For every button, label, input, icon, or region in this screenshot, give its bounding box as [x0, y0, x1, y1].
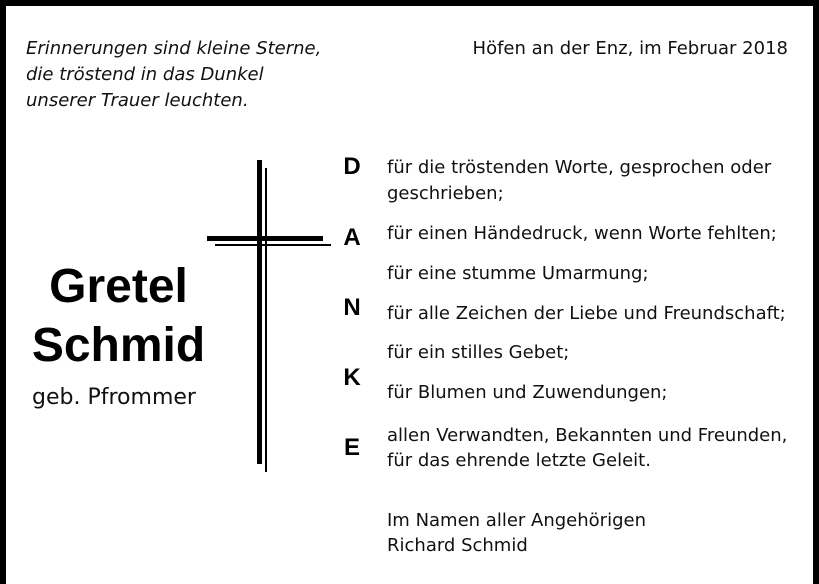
thanks-line: für die tröstenden Worte, gesprochen oder — [387, 157, 772, 178]
thanks-line: geschrieben; — [387, 183, 504, 204]
danke-letter: E — [343, 434, 360, 461]
thanks-line: für Blumen und Zuwendungen; — [387, 382, 668, 403]
quote-line: Erinnerungen sind kleine Sterne, — [26, 38, 322, 59]
signature-line: Im Namen aller Angehörigen — [387, 510, 646, 531]
thanks-line: allen Verwandten, Bekannten und Freunden, — [387, 425, 788, 446]
signature-name: Richard Schmid — [387, 535, 528, 556]
thanks-line: für das ehrende letzte Geleit. — [387, 450, 651, 471]
last-name: Schmid — [31, 319, 206, 372]
quote-line: unserer Trauer leuchten. — [26, 90, 249, 111]
cross-horizontal-shadow — [215, 244, 331, 246]
obituary-card — [6, 6, 813, 584]
cross-vertical-bar — [257, 160, 262, 464]
thanks-line: für eine stumme Umarmung; — [387, 263, 649, 284]
thanks-line: für alle Zeichen der Liebe und Freundschaft; — [387, 303, 786, 324]
danke-letter: A — [343, 224, 361, 251]
quote-line: die tröstend in das Dunkel — [26, 64, 264, 85]
maiden-name: geb. Pfrommer — [32, 385, 196, 410]
cross-vertical-shadow — [265, 168, 267, 472]
danke-letter: D — [343, 153, 361, 180]
place-and-date: Höfen an der Enz, im Februar 2018 — [472, 38, 788, 59]
thanks-line: für ein stilles Gebet; — [387, 342, 570, 363]
danke-letter: K — [343, 364, 361, 391]
cross-horizontal-bar — [207, 236, 323, 241]
first-name: Gretel — [49, 260, 188, 313]
memorial-quote — [26, 36, 321, 114]
danke-letter: N — [343, 294, 361, 321]
thanks-line: für einen Händedruck, wenn Worte fehlten; — [387, 223, 777, 244]
